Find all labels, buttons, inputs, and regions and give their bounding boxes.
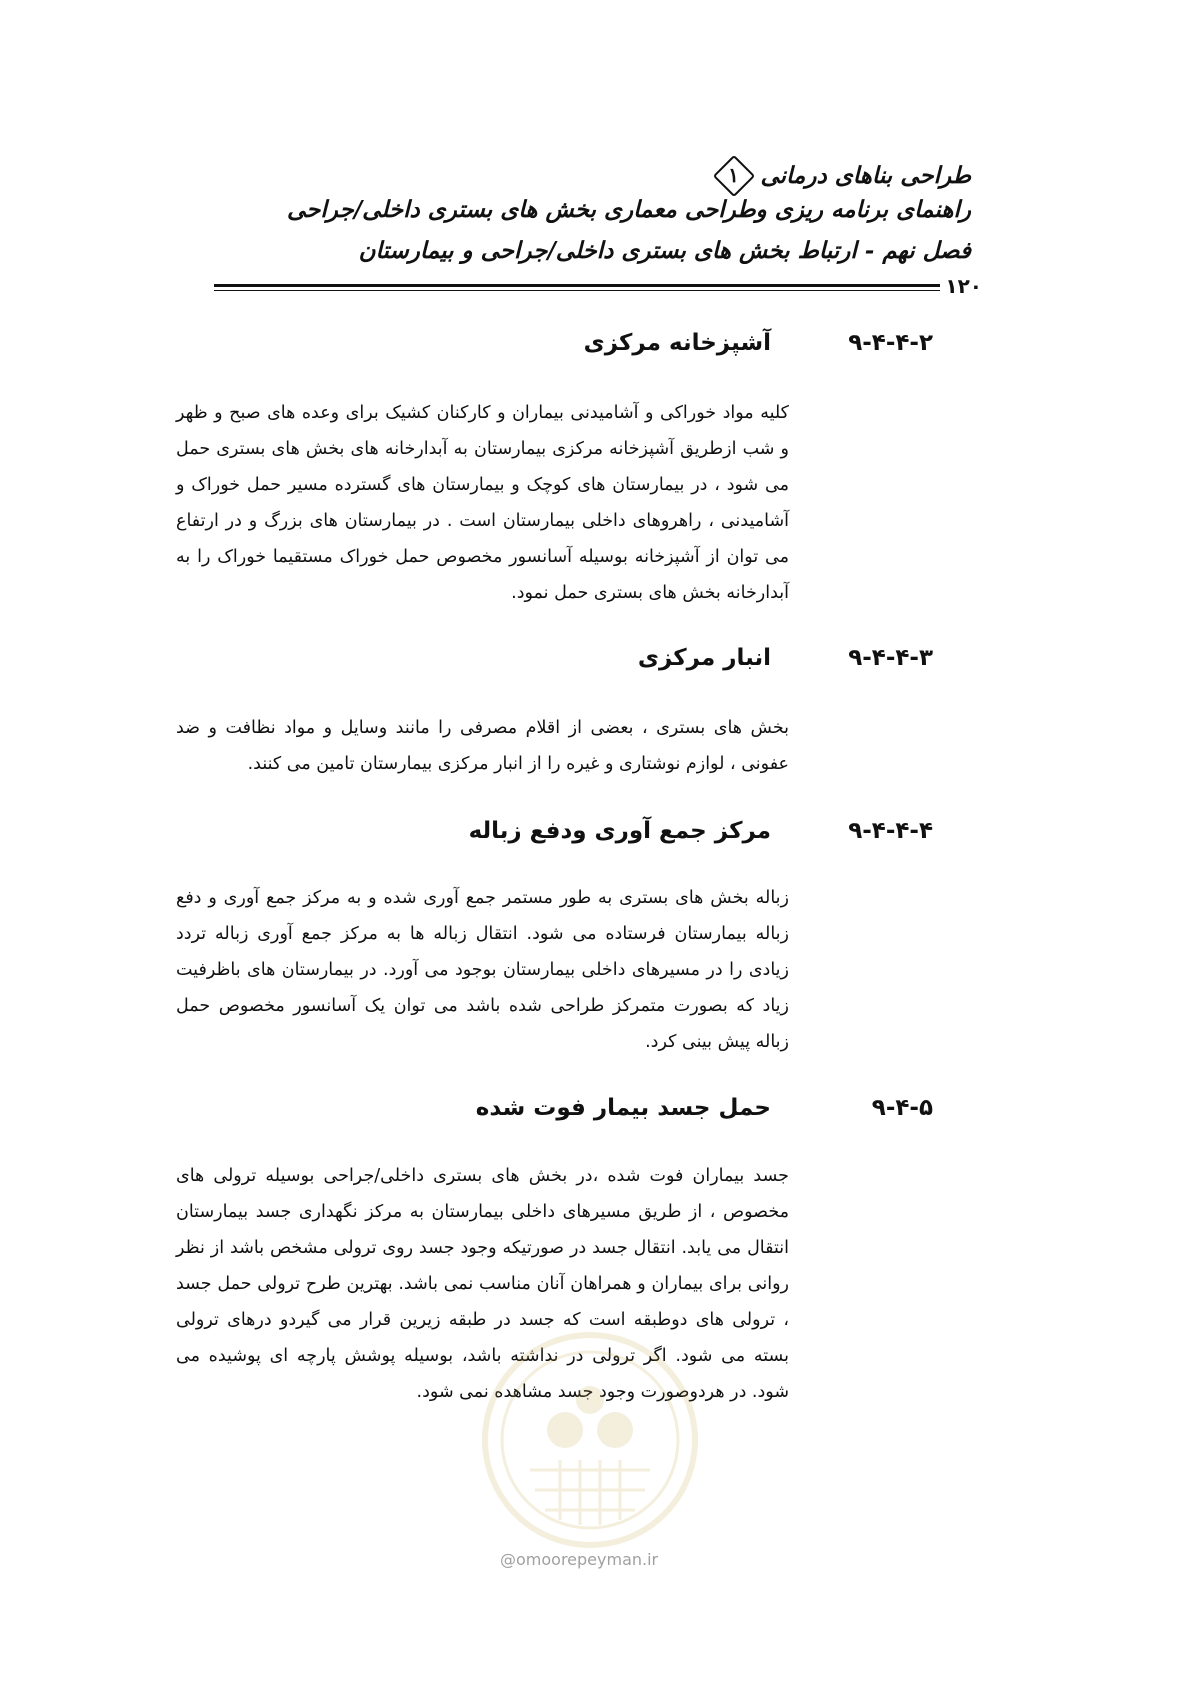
section-heading: انبار مرکزی <box>637 645 771 671</box>
chapter-title: فصل نهم - ارتباط بخش های بستری داخلی/جراحی و بیمارستان <box>358 237 971 264</box>
watermark-text: @omoorepeyman.ir <box>500 1550 659 1569</box>
watermark-seal-icon <box>470 1320 710 1560</box>
header-rule <box>214 274 982 300</box>
section-body: جسد بیماران فوت شده ،در بخش های بستری داخلی/جراحی بوسیله ترولی های مخصوص ، از طریق مسیرهای داخلی بیمارستان به مرکز نگهداری جسد بیمارستان انتقال می یابد. انتقال جسد در صورتیکه وجود جسد روی ترولی مشخص باشد از نظر روانی برای بیماران و همراهان آنان مناسب نمی باشد. بهترین طرح ترولی حمل جسد ، ترولی های دوطبقه است که جسد در طبقه زیرین قرار می گیردو درهای ترولی بسته می شود. اگر ترولی در نداشته باشد، بوسیله پوشش پارچه ای پوشیده می شود. در هردوصورت وجود جسد مشاهده نمی شود. <box>176 1166 789 1402</box>
section-number: ۹-۴-۴-۲ <box>848 330 933 356</box>
volume-number: ۱ <box>728 163 739 187</box>
section-heading: مرکز جمع آوری ودفع زباله <box>468 818 771 844</box>
section-body: زباله بخش های بستری به طور مستمر جمع آوری شده و به مرکز جمع آوری و دفع زباله بیمارستان فرستاده می شود. انتقال زباله ها به مرکز جمع آوری زباله تردد زیادی را در مسیرهای داخلی بیمارستان بوجود می آورد. در بیمارستان های باظرفیت زیاد که بصورت متمرکز طراحی شده باشد می توان یک آسانسور مخصوص حمل زباله پیش بینی کرد. <box>176 888 789 1052</box>
section-number: ۹-۴-۴-۳ <box>848 645 933 671</box>
series-title-text: طراحی بناهای درمانی <box>760 161 971 189</box>
header-rule-thick <box>214 284 940 287</box>
header-rule-thin <box>214 290 940 291</box>
guide-title: راهنمای برنامه ریزی وطراحی معماری بخش های بستری داخلی/جراحی <box>287 196 971 223</box>
section-number: ۹-۴-۴-۴ <box>848 818 933 844</box>
volume-diamond-icon <box>716 158 750 192</box>
section-body: بخش های بستری ، بعضی از اقلام مصرفی را مانند وسایل و مواد نظافت و ضد عفونی ، لوازم نوشتاری و غیره را از انبار مرکزی بیمارستان تامین می کنند. <box>176 718 789 774</box>
page-number: ۱۲۰ <box>945 274 982 298</box>
section-heading: آشپزخانه مرکزی <box>583 330 771 356</box>
section-heading: حمل جسد بیمار فوت شده <box>475 1095 771 1121</box>
book-series-title <box>716 158 971 192</box>
section-body: کلیه مواد خوراکی و آشامیدنی بیماران و کارکنان کشیک برای وعده های صبح و ظهر و شب ازطریق آشپزخانه مرکزی بیمارستان به آبدارخانه های بخش های بستری حمل می شود ، در بیمارستان های کوچک و بیمارستان های گسترده مسیر حمل خوراک و آشامیدنی ، راهروهای داخلی بیمارستان است . در بیمارستان های بزرگ و در ارتفاع می توان از آشپزخانه بوسیله آسانسور مخصوص حمل خوراک مستقیما خوراک را به آبدارخانه بخش های بستری حمل نمود. <box>176 403 789 603</box>
section-number: ۹-۴-۵ <box>871 1095 933 1121</box>
